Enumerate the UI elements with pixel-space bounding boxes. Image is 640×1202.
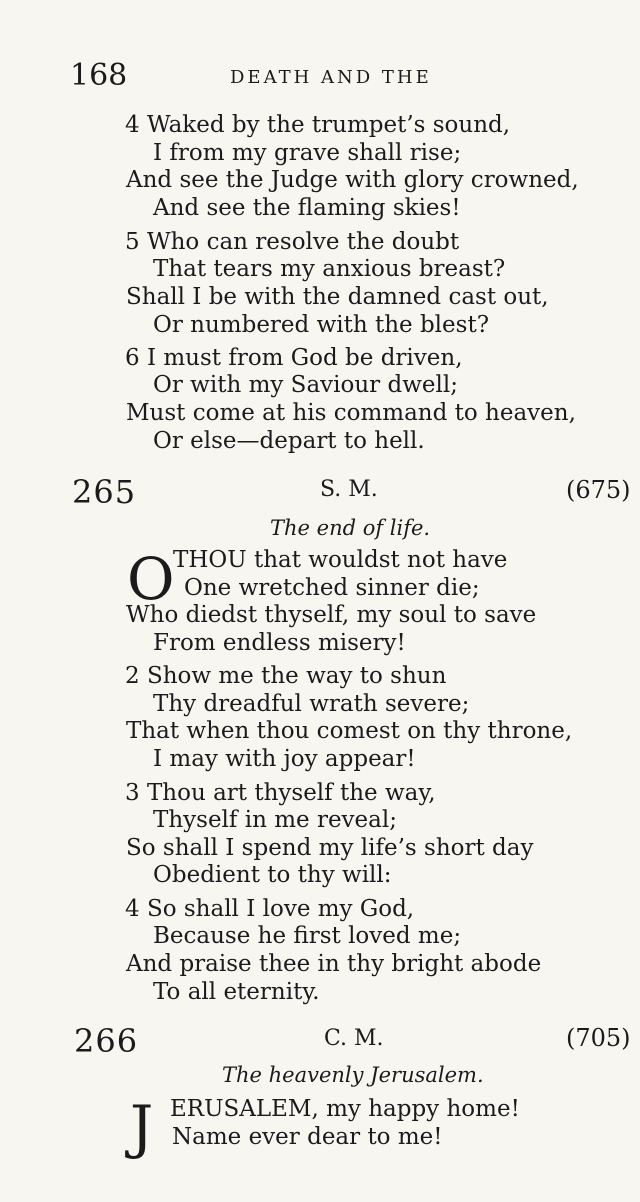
drop-cap: J bbox=[130, 1093, 154, 1161]
verse-line: Must come at his command to heaven, bbox=[126, 400, 576, 426]
verse-line: And see the Judge with glory crowned, bbox=[126, 167, 579, 193]
hymn-subtitle: The end of life. bbox=[270, 516, 431, 540]
verse-line: One wretched sinner die; bbox=[184, 575, 480, 601]
hymn-number: 266 bbox=[74, 1022, 139, 1060]
verse-line: ERUSALEM, my happy home! bbox=[170, 1096, 520, 1122]
page-header bbox=[70, 58, 630, 98]
verse-line: Shall I be with the damned cast out, bbox=[126, 284, 549, 310]
verse-line: That tears my anxious breast? bbox=[153, 256, 506, 282]
verse-line: From endless misery! bbox=[153, 630, 406, 656]
hymn-subtitle: The heavenly Jerusalem. bbox=[222, 1063, 484, 1087]
verse-line: To all eternity. bbox=[153, 979, 320, 1005]
verse-line: Or with my Saviour dwell; bbox=[153, 372, 458, 398]
verse-line: So shall I spend my life’s short day bbox=[126, 835, 534, 861]
stanza-number: 4 So shall I love my God, bbox=[125, 896, 415, 922]
stanza-number: 5 Who can resolve the doubt bbox=[125, 229, 460, 255]
verse-line: And praise thee in thy bright abode bbox=[126, 951, 542, 977]
hymn-meter: S. M. bbox=[320, 477, 378, 502]
stanza-number: 3 Thou art thyself the way, bbox=[125, 780, 436, 806]
stanza-number: 4 Waked by the trumpet’s sound, bbox=[125, 112, 511, 138]
verse-line: Who diedst thyself, my soul to save bbox=[126, 602, 537, 628]
verse-line: Obedient to thy will: bbox=[153, 862, 392, 888]
tune-number: (705) bbox=[566, 1024, 631, 1052]
page-number: 168 bbox=[70, 58, 128, 93]
verse-line: Or numbered with the blest? bbox=[153, 312, 490, 338]
verse-line: I from my grave shall rise; bbox=[153, 140, 462, 166]
stanza-number: 2 Show me the way to shun bbox=[125, 663, 447, 689]
hymn-meter: C. M. bbox=[324, 1026, 384, 1051]
tune-number: (675) bbox=[566, 476, 631, 504]
stanza-number: 6 I must from God be driven, bbox=[125, 345, 463, 371]
verse-line: Thyself in me reveal; bbox=[153, 807, 397, 833]
verse-line: THOU that wouldst not have bbox=[173, 547, 508, 573]
running-title: DEATH AND THE bbox=[230, 67, 432, 88]
verse-line: I may with joy appear! bbox=[153, 746, 416, 772]
verse-line: Or else—depart to hell. bbox=[153, 428, 425, 454]
verse-line: That when thou comest on thy throne, bbox=[126, 718, 573, 744]
verse-line: Name ever dear to me! bbox=[172, 1124, 443, 1150]
drop-cap: O bbox=[127, 545, 175, 613]
hymn-number: 265 bbox=[72, 473, 137, 511]
verse-line: Because he first loved me; bbox=[153, 923, 462, 949]
verse-line: And see the flaming skies! bbox=[153, 195, 461, 221]
verse-line: Thy dreadful wrath severe; bbox=[153, 691, 470, 717]
